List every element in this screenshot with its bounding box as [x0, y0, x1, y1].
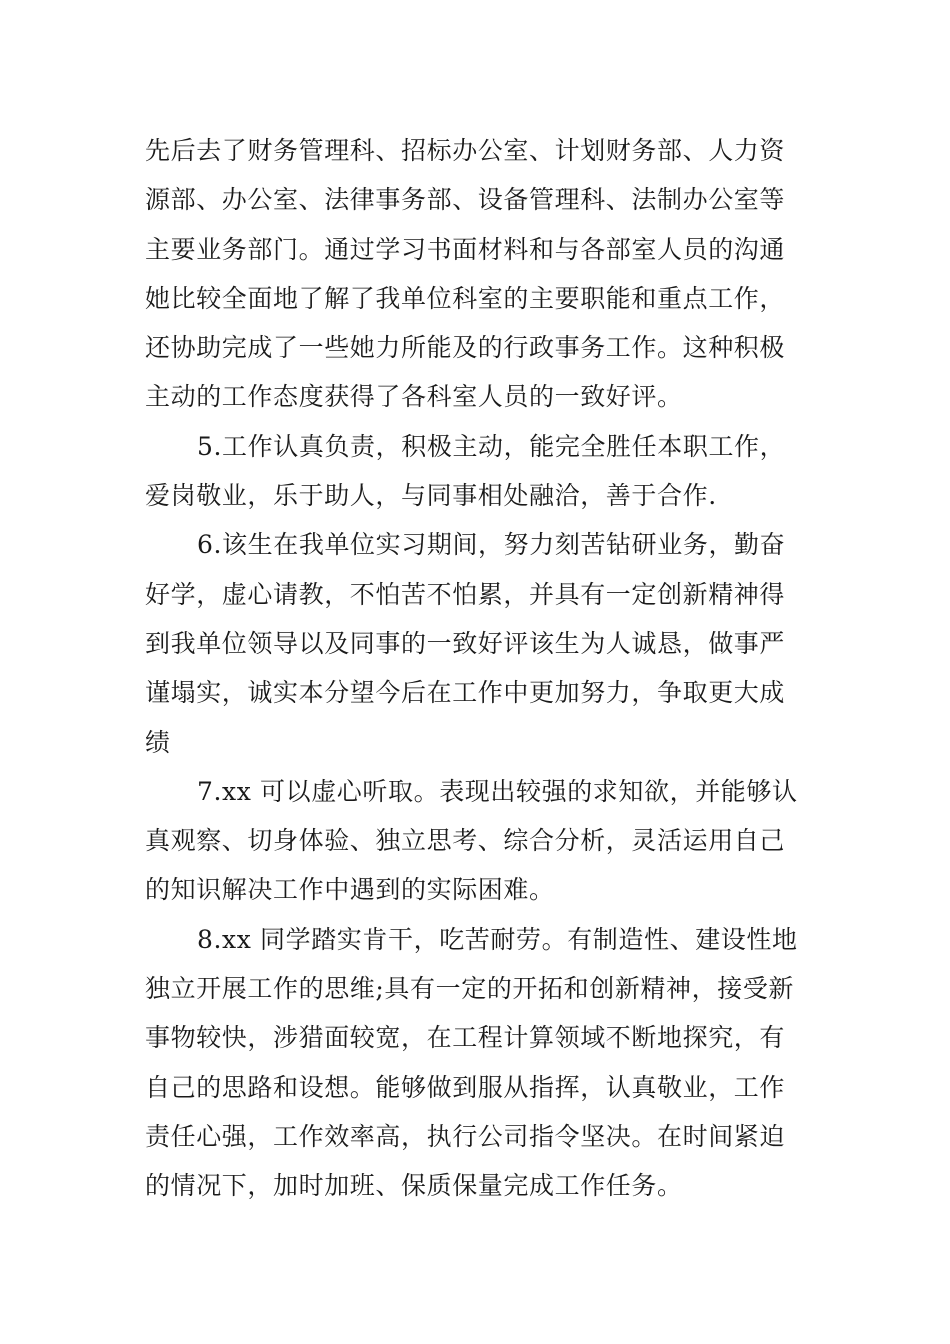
text-line: 到我单位领导以及同事的一致好评该生为人诚恳，做事严 [145, 628, 786, 658]
text-line: 爱岗敬业，乐于助人，与同事相处融洽，善于合作. [145, 481, 717, 511]
text-line: 真观察、切身体验、独立思考、综合分析，灵活运用自己 [145, 826, 786, 856]
text-line: 责任心强，工作效率高，执行公司指令坚决。在时间紧迫 [145, 1121, 786, 1151]
text-line: 她比较全面地了解了我单位科室的主要职能和重点工作， [145, 283, 786, 313]
paragraph-intro [145, 126, 810, 422]
text-line: 好学，虚心请教，不怕苦不怕累，并具有一定创新精神得 [145, 579, 786, 609]
paragraph-item-7 [145, 767, 810, 915]
text-line: 主要业务部门。通过学习书面材料和与各部室人员的沟通 [145, 234, 786, 264]
document-body [145, 126, 810, 1211]
text-line: 5.工作认真负责，积极主动，能完全胜任本职工作， [197, 431, 786, 461]
text-line: 7.xx 可以虚心听取。表现出较强的求知欲，并能够认 [197, 776, 798, 806]
text-line: 8.xx 同学踏实肯干，吃苦耐劳。有制造性、建设性地 [197, 924, 798, 954]
text-line: 源部、办公室、法律事务部、设备管理科、法制办公室等 [145, 185, 786, 215]
text-line: 绩 [145, 727, 171, 757]
text-line: 还协助完成了一些她力所能及的行政事务工作。这种积极 [145, 333, 786, 363]
text-line: 独立开展工作的思维;具有一定的开拓和创新精神，接受新 [145, 974, 795, 1004]
text-line: 6.该生在我单位实习期间，努力刻苦钻研业务，勤奋 [197, 530, 786, 560]
text-line: 主动的工作态度获得了各科室人员的一致好评。 [145, 382, 683, 412]
text-line: 事物较快，涉猎面较宽，在工程计算领域不断地探究，有 [145, 1023, 786, 1053]
text-line: 自己的思路和设想。能够做到服从指挥，认真敬业，工作 [145, 1072, 786, 1102]
text-line: 谨塌实，诚实本分望今后在工作中更加努力，争取更大成 [145, 678, 786, 708]
text-line: 先后去了财务管理科、招标办公室、计划财务部、人力资 [145, 136, 786, 165]
text-line: 的知识解决工作中遇到的实际困难。 [145, 875, 555, 905]
paragraph-item-8 [145, 915, 810, 1211]
paragraph-item-5 [145, 422, 810, 521]
text-line: 的情况下，加时加班、保质保量完成工作任务。 [145, 1171, 683, 1201]
paragraph-item-6 [145, 520, 810, 766]
